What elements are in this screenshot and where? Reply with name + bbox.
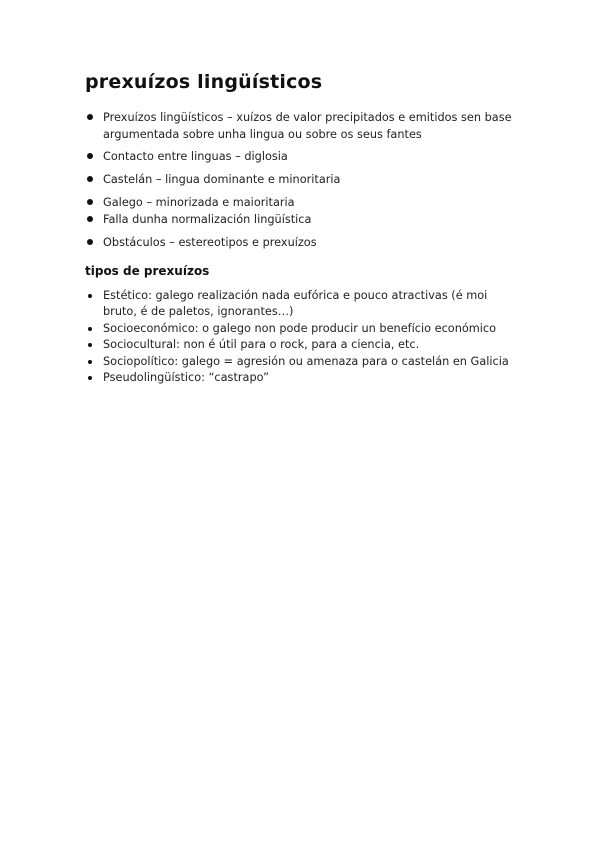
- bullet-icon: [88, 376, 92, 380]
- list-item-text: Socioeconómico: o galego non pode producir un benefício económico: [103, 321, 497, 335]
- bullet-icon: [87, 239, 93, 245]
- bullet-icon: [87, 199, 93, 205]
- list-item: [85, 235, 515, 252]
- bullet-icon: [88, 343, 92, 347]
- bullet-icon: [87, 176, 93, 182]
- bullet-icon: [88, 360, 92, 364]
- list-item-text: Prexuízos lingüísticos – xuízos de valor precipitados e emitidos sen base argumentada sobre unha lingua ou sobre os seus fantes: [103, 111, 512, 141]
- list-item: [85, 110, 515, 143]
- bullet-icon: [88, 327, 92, 331]
- list-item-text: Estético: galego realización nada eufórica e pouco atractivas (é moi bruto, é de paletos, ignorantes…): [103, 289, 488, 318]
- list-item: [85, 370, 515, 386]
- list-item: [85, 195, 515, 212]
- section-title: tipos de prexuízos: [85, 264, 210, 278]
- page-title: prexuízos lingüísticos: [85, 71, 323, 93]
- list-item-text: Contacto entre linguas – diglosia: [103, 150, 288, 164]
- bullet-icon: [87, 216, 93, 222]
- list-item-text: Sociocultural: non é útil para o rock, para a ciencia, etc.: [103, 338, 420, 351]
- list-item: [85, 354, 515, 370]
- types-bullet-list: [85, 288, 515, 387]
- list-item: [85, 212, 515, 229]
- list-item: [85, 288, 515, 320]
- list-item: [85, 149, 515, 166]
- list-item-text: Galego – minorizada e maioritaria: [103, 195, 295, 209]
- list-item-text: Obstáculos – estereotipos e prexuízos: [103, 235, 317, 249]
- list-item: [85, 172, 515, 189]
- list-item-text: Pseudolingüístico: “castrapo”: [103, 371, 269, 384]
- main-bullet-list: [85, 110, 515, 257]
- list-item-text: Sociopolítico: galego = agresión ou amenaza para o castelán en Galicia: [103, 354, 509, 368]
- list-item-text: Falla dunha normalización lingüística: [103, 213, 312, 227]
- list-item: [85, 321, 515, 337]
- bullet-icon: [87, 114, 93, 120]
- list-item: [85, 337, 515, 353]
- bullet-icon: [87, 153, 93, 159]
- bullet-icon: [88, 294, 92, 298]
- list-item-text: Castelán – lingua dominante e minoritaria: [103, 172, 341, 186]
